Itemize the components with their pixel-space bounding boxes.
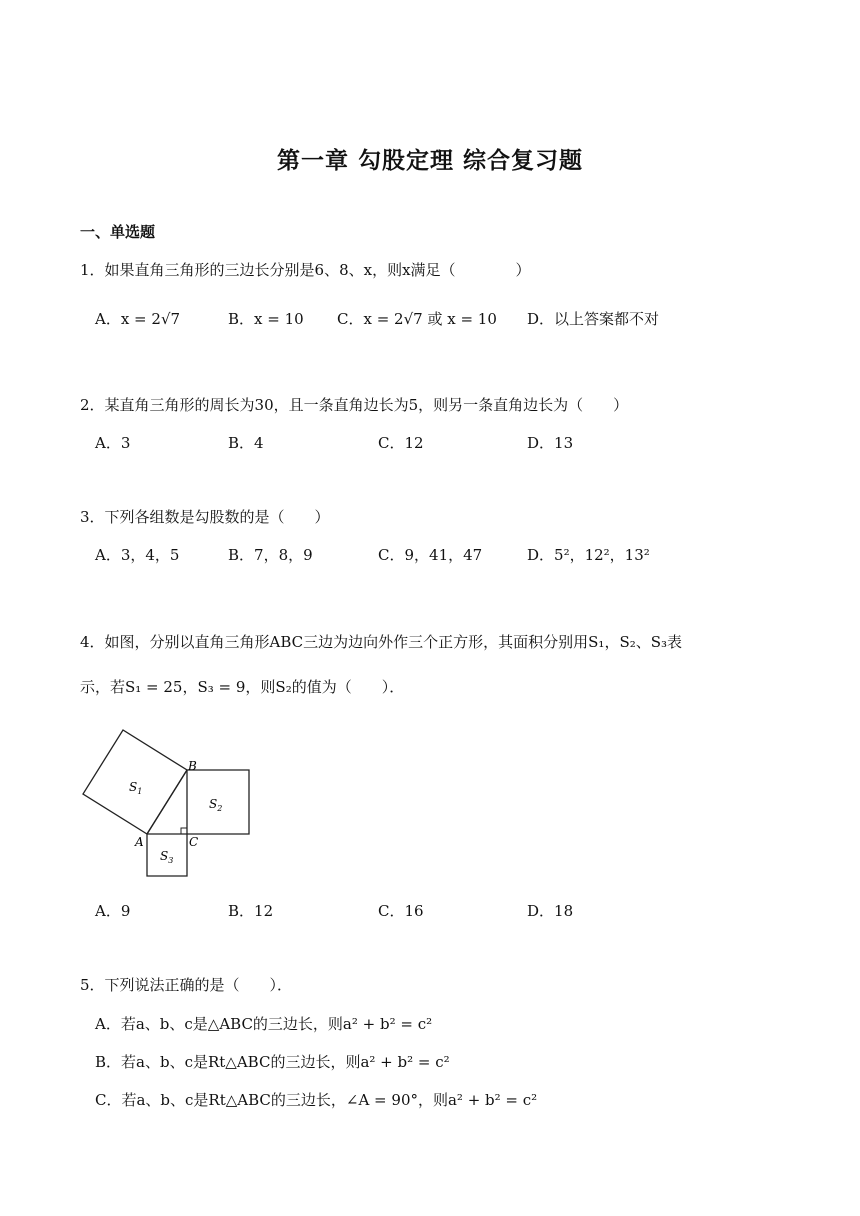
vertex-b: B — [188, 759, 197, 773]
question-5-stem: 5．下列说法正确的是（ ）． — [80, 976, 293, 994]
question-4-option-a: A．9 — [95, 902, 131, 920]
question-4-option-d: D．18 — [527, 902, 574, 920]
question-1-option-b: B．x = 10 — [228, 310, 304, 328]
question-3-option-d: D．5²，12²，13² — [527, 546, 650, 564]
question-2-option-d: D．13 — [527, 434, 574, 452]
question-4-option-b: B．12 — [228, 902, 274, 920]
question-4-stem-line-1: 4．如图，分别以直角三角形ABC三边为边向外作三个正方形，其面积分别用S₁，S₂、S₃表 — [80, 633, 683, 651]
vertex-c: C — [189, 835, 199, 849]
square-s2 — [187, 770, 249, 834]
question-5-option-a: A．若a、b、c是△ABC的三边长，则a² + b² = c² — [95, 1015, 433, 1033]
question-5-option-b: B．若a、b、c是Rt△ABC的三边长，则a² + b² = c² — [95, 1053, 450, 1071]
question-2-option-c: C．12 — [378, 434, 424, 452]
question-4-stem-line-2: 示，若S₁ = 25，S₃ = 9，则S₂的值为（ ）． — [80, 678, 405, 696]
question-4-option-c: C．16 — [378, 902, 424, 920]
pythagoras-squares-figure — [70, 722, 270, 882]
label-s3: $S_3$ — [160, 849, 174, 865]
question-3-option-a: A．3，4，5 — [95, 546, 180, 564]
label-s1: $S_1$ — [129, 780, 143, 796]
question-3-stem: 3．下列各组数是勾股数的是（ ） — [80, 508, 330, 526]
question-1-option-a: A．x = 2√7 — [95, 310, 181, 328]
question-1-option-d: D．以上答案都不对 — [527, 310, 660, 328]
question-3-option-b: B．7，8，9 — [228, 546, 313, 564]
question-1-stem: 1．如果直角三角形的三边长分别是6、8、x，则x满足（ ） — [80, 261, 531, 279]
vertex-a: A — [135, 835, 144, 849]
hypotenuse-ab — [147, 770, 187, 834]
label-s2: $S_2$ — [209, 797, 223, 813]
question-3-option-c: C．9，41，47 — [378, 546, 483, 564]
question-2-option-a: A．3 — [95, 434, 131, 452]
section-heading: 一、单选题 — [80, 223, 156, 241]
right-angle-marker — [181, 828, 187, 834]
question-1-option-c: C．x = 2√7 或 x = 10 — [337, 310, 497, 328]
question-5-option-c: C．若a、b、c是Rt△ABC的三边长，∠A = 90°，则a² + b² = c² — [95, 1091, 538, 1109]
page-title: 第一章 勾股定理 综合复习题 — [276, 148, 583, 174]
question-2-stem: 2．某直角三角形的周长为30，且一条直角边长为5，则另一条直角边长为（ ） — [80, 396, 629, 414]
question-2-option-b: B．4 — [228, 434, 264, 452]
